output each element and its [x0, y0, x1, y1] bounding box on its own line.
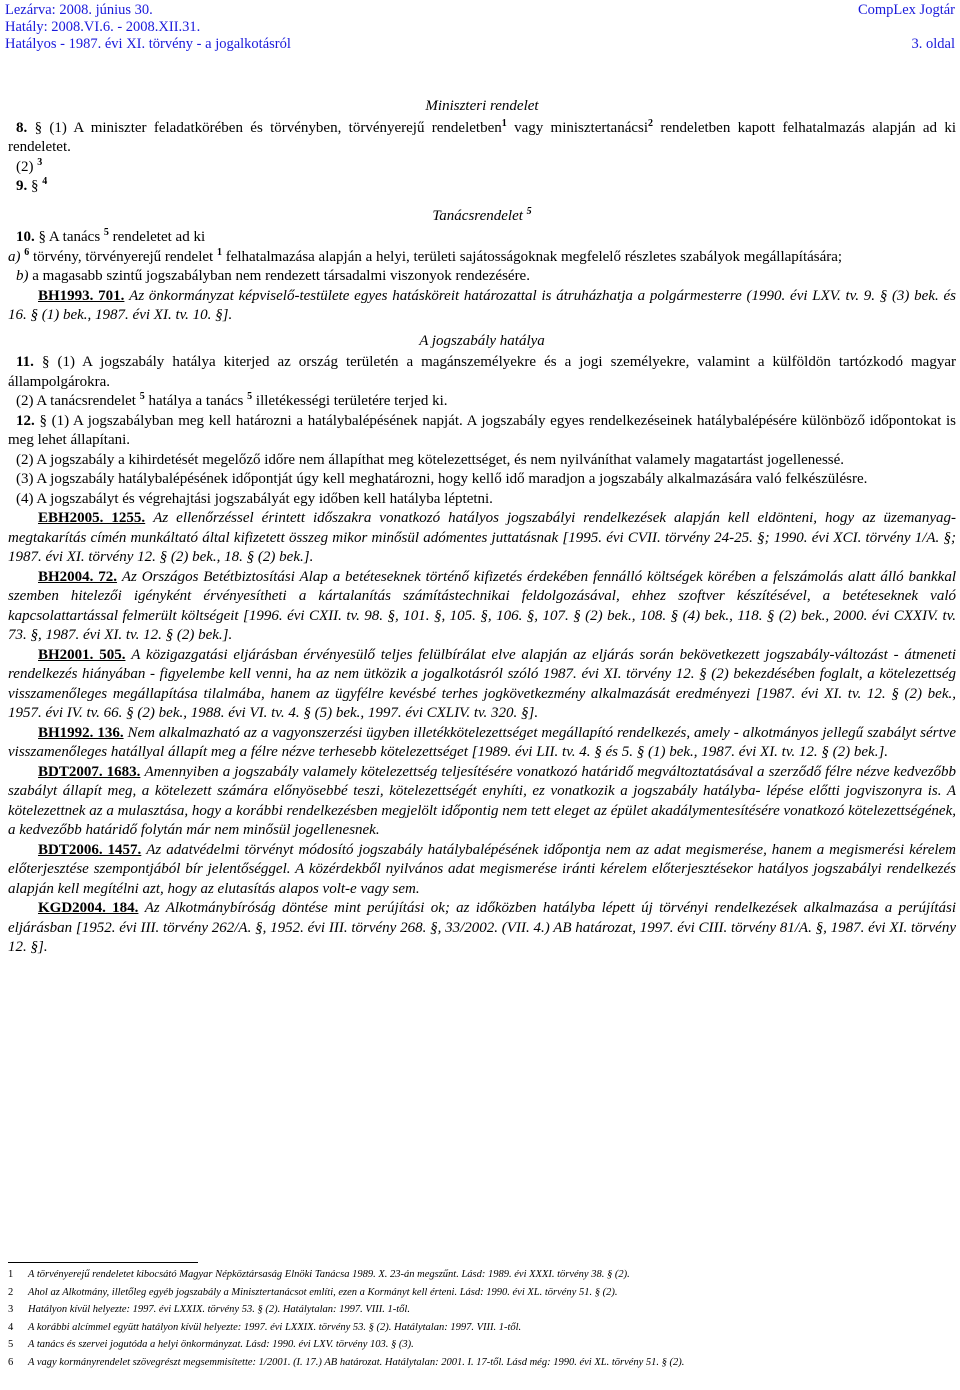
footnote-ref[interactable]: 1: [216, 246, 222, 258]
footnote-item: 3 Hatályon kívül helyezte: 1997. évi LXXIX. törvény 53. § (2). Hatálytalan: 1997. VIII. 1-től.: [8, 1304, 410, 1316]
footnote-ref[interactable]: 5: [526, 205, 532, 217]
header-brand-area: [858, 2, 955, 53]
footnote-ref[interactable]: 6: [24, 246, 30, 258]
footnote-ref[interactable]: 5: [139, 391, 145, 402]
paragraph-11-2: (2) A tanácsrendelet $^5$ hatálya a tanács $^5$ illetékességi területére terjed ki.: [16, 391, 448, 409]
case-law-citation: BH1993. 701. Az önkormányzat képviselő-testülete egyes hatásköreit határozattal is átruházhatja a polgármesterre (1990. évi LXV. tv. 9. § (3) bek. és 16. § (1) bek., 1987. évi XI. tv. 10. §].: [8, 287, 956, 323]
paragraph-10-b: b) a magasabb szintű jogszabályban nem rendezett társadalmi viszonyok rendezésére.: [16, 268, 530, 284]
citation-link[interactable]: KGD2004. 184.: [38, 900, 139, 916]
footnote-item: 1 A törvényerejű rendeletet kibocsátó Magyar Népköztársaság Elnöki Tanácsa 1989. X. 23-án megszűnt. Lásd: 1989. évi XXXI. törvény 38. § (2).: [8, 1269, 630, 1280]
paragraph-10-a: a) $^6$ törvény, törvényerejű rendelet $^1$ felhatalmazása alapján a helyi, területi sajátosságoknak megfelelő részletes szabályok megállapítására;: [8, 246, 843, 265]
citation-link[interactable]: BH2004. 72.: [38, 568, 118, 585]
citation-link[interactable]: BH1993. 701.: [38, 287, 125, 304]
footnote-ref[interactable]: 5: [103, 227, 109, 238]
paragraph-9: 9. § $^4$: [16, 176, 48, 194]
section-title-ministerial: Miniszteri rendelet: [425, 98, 539, 114]
paragraph-12-3: (3) A jogszabály hatálybalépésének időpontját úgy kell meghatározni, hogy kellő idő maradjon a jogszabály alkalmazására való felkészülésre.: [16, 471, 868, 487]
paragraph-10: 10. § A tanács $^5$ rendeletet ad ki: [16, 227, 206, 245]
footnote-ref[interactable]: 1: [501, 117, 507, 129]
citation-link[interactable]: BDT2006. 1457.: [38, 841, 142, 858]
footnote-divider: [8, 1262, 198, 1263]
footnote-item: 6 A vagy kormányrendelet szövegrészt megsemmisítette: 1/2001. (I. 17.) AB határozat. Hatálytalan: 2001. I. 17-től. Lásd még: 1990. évi XL. törvény 51. § (2).: [8, 1356, 685, 1368]
footnote-ref[interactable]: 2: [648, 117, 654, 129]
page-number: 3. oldal: [911, 36, 955, 52]
footnote-ref[interactable]: 3: [37, 156, 43, 168]
footnotes: [8, 1262, 956, 1372]
case-law-citation: BH2001. 505. A közigazgatási eljárásban érvényesülő teljes felülbírálat elve alapján az eljárás során bekövetkezett jogszabály-változást - átmeneti rendelkezés hiányában - figyelembe kell venni, ha az nem ütközik a jogalkotásról szóló 1987. évi XI. törvény 12. § (2) bekezdésében foglalt, a kötelezettség visszamenőleges megállapítása tilalmába, hanem az ügyfélre kevésbé terhes jogkövetkezmény alkalmazását eredményezi [1987. évi XI. tv. 12. § (2) bek., 1957. évi IV. tv. 66. § (2) bek., 1988. évi VI. tv. 4. § (5) bek., 1997. évi CXLIV. tv. 320. §].: [8, 646, 957, 721]
citation-link[interactable]: BDT2007. 1683.: [38, 763, 141, 780]
brand-name: CompLex Jogtár: [857, 2, 955, 18]
paragraph-8-1: 8. § (1) A miniszter feladatkörében és törvényben, törvényerejű rendeletben$^1$ vagy minisztertanácsi$^2$ rendeletben kapott felhatalmazás alapján ad ki rendeletet.: [8, 117, 957, 155]
paragraph-12-4: (4) A jogszabályt és végrehajtási jogszabályát egy időben kell hatályba léptetni.: [16, 490, 493, 507]
footnote-item: 2 Ahol az Alkotmány, illetőleg egyéb jogszabály a Minisztertanácsot említi, ezen a Kormányt kell érteni. Lásd: 1990. évi XL. törvény 51. § (2).: [8, 1286, 618, 1298]
section-title-scope: A jogszabály hatálya: [419, 332, 545, 349]
paragraph-12-2: (2) A jogszabály a kihirdetését megelőző időre nem állapíthat meg kötelezettséget, és nem nyilváníthat valamely magatartást jogellenessé.: [16, 451, 845, 468]
case-law-citation: EBH2005. 1255. Az ellenőrzéssel érintett időszakra vonatkozó hatályos jogszabályi rendelkezések alapján kell eldönteni, hogy az üzemanyag-megtakarítás címén munkáltató által kifizetett összeg mikor minősül adómentes juttatásnak [1995. évi CVII. törvény 24-25. §; 1990. évi XCI. törvény 1/A. §; 1987. évi XI. törvény 12. § (2) bek., 18. § (2) bek.].: [8, 510, 957, 565]
case-law-citation: BH2004. 72. Az Országos Betétbiztosítási Alap a betéteseknek történő kifizetés érdekében fennálló költségek körében a felszámolás alatt álló bankkal szemben hitelezői igényként érvényesítheti a kártalanítás számítástechnikai feldolgozásával, ehhez szoftver készítésével, a betéteseknek való kapcsolattartással felmerült költségeit [1996. évi CXII. tv. 98. §, 101. §, 105. §, 106. §, 107. § (2) bek., 108. § (4) bek., 118. § (2) bek., 2000. évi CXXIV. tv. 73. §, 1987. évi XI. tv. 12. § (2) bek.].: [8, 568, 956, 643]
footnote-ref[interactable]: 5: [247, 391, 253, 402]
paragraph-8-2: (2) $^3$: [16, 156, 43, 175]
header-closed-date: Lezárva: 2008. június 30.: [5, 2, 153, 18]
section-title-council: Tanácsrendelet $^5$: [432, 205, 532, 224]
footnote-ref[interactable]: 4: [42, 176, 48, 187]
footnote-item: 5 A tanács és szervei jogutóda a helyi önkormányzat. Lásd: 1990. évi LXV. törvény 103. § (3).: [8, 1339, 414, 1351]
paragraph-12-1: 12. § (1) A jogszabályban meg kell határozni a hatálybalépésének napját. A jogszabály egyes rendelkezéseinek hatálybalépésére különböző időpontokat is meg lehet állapítani.: [8, 412, 956, 448]
document-body: [8, 94, 956, 958]
citation-link[interactable]: BH2001. 505.: [38, 646, 126, 663]
header-meta: [5, 2, 291, 53]
case-law-citation: BH1992. 136. Nem alkalmazható az a vagyonszerzési ügyben illetékkötelezettséget megállapító rendelkezés, amely - alkotmányos jellegű szabályt sértve visszamenőleges hatállyal állapít meg a félre nézve terhesebb kötelezettséget [1989. évi LII. tv. 4. § és 5. § (1) bek., 1987. évi XI. tv. 12. § (2) bek.].: [8, 724, 956, 760]
header-law-title: Hatályos - 1987. évi XI. törvény - a jogalkotásról: [5, 36, 291, 52]
header-validity: Hatály: 2008.VI.6. - 2008.XII.31.: [5, 19, 201, 35]
paragraph-11-1: 11. § (1) A jogszabály hatálya kiterjed az ország területén a magánszemélyekre és a jogi személyekre, valamint a külföldön tartózkodó magyar állampolgárokra.: [8, 354, 956, 390]
citation-link[interactable]: EBH2005. 1255.: [38, 510, 146, 526]
case-law-citation: BDT2006. 1457. Az adatvédelmi törvényt módosító jogszabály hatálybalépésének időpontja nem az adat megismerése, hanem a megismerési kérelem előterjesztése szempontjából bír jelentőséggel. A közérdekből nyilvános adat megismerése iránti kérelem előterjesztésekor hatályos jogszabályi rendelkezés alapján kell megítélni azt, hogy az elutasítás alapos volt-e vagy sem.: [8, 841, 957, 897]
page-header: [0, 0, 960, 60]
footnote-item: 4 A korábbi alcímmel együtt hatályon kívül helyezte: 1997. évi LXXIX. törvény 53. § (2). Hatálytalan: 1997. VIII. 1-től.: [8, 1321, 522, 1333]
citation-link[interactable]: BH1992. 136.: [38, 724, 124, 741]
case-law-citation: KGD2004. 184. Az Alkotmánybíróság döntése mint perújítási ok; az időközben hatályba lépett új törvényi rendelkezések alkalmazása a perújítási eljárásban [1952. évi III. törvény 262/A. §, 1952. évi III. törvény 268. §, 33/2002. (VII. 4.) AB határozat, 1997. évi CIII. törvény 81/A. §, 1987. évi XI. törvény 12. §].: [8, 900, 957, 955]
case-law-citation: BDT2007. 1683. Amennyiben a jogszabály valamely kötelezettség teljesítésére vonatkozó határidő megváltoztatásával a szerződő félre nézve kedvezőbb szabályt állapít meg, a kötelezett számára előnyösebbé teszi, kötelezettségét enyhíti, ez vonatkozik a jogszabály hatályba- lépése előtti jogviszonyra is. A kötelezettnek az a mulasztása, hogy a korábbi rendelkezésben megjelölt időpontig nem tett eleget az épület akadálymentesítésére vonatkozó kötelezettségének, a kedvezőbb határidő folytán már nem minősül jogellenesnek.: [8, 763, 957, 838]
